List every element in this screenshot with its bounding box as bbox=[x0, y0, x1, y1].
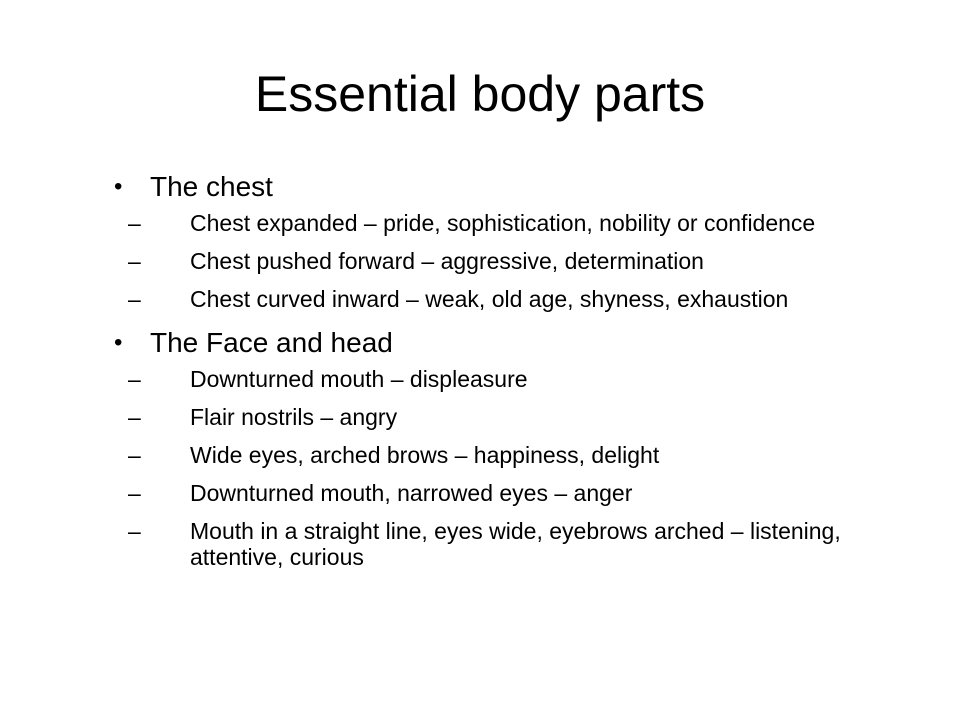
sub-item bbox=[128, 248, 902, 274]
dash-icon: – bbox=[128, 442, 141, 468]
sub-list bbox=[112, 210, 902, 312]
sub-item bbox=[128, 518, 902, 570]
section-heading: The Face and head bbox=[150, 327, 393, 358]
sub-item bbox=[128, 210, 902, 236]
sub-item-text: Flair nostrils – angry bbox=[190, 404, 398, 430]
sub-item-text: Chest expanded – pride, sophistication, nobility or confidence bbox=[190, 210, 816, 236]
dash-icon: – bbox=[128, 518, 141, 544]
sub-item bbox=[128, 404, 902, 430]
sub-item bbox=[128, 366, 902, 392]
bullet-item bbox=[112, 168, 902, 206]
sub-item bbox=[128, 442, 902, 468]
sub-item bbox=[128, 286, 902, 312]
dash-icon: – bbox=[128, 480, 141, 506]
sub-item-text: Chest curved inward – weak, old age, shyness, exhaustion bbox=[190, 286, 789, 312]
section-face-and-head bbox=[112, 324, 902, 570]
sub-item-text: Wide eyes, arched brows – happiness, delight bbox=[190, 442, 660, 468]
slide-title: Essential body parts bbox=[254, 66, 706, 122]
sub-item-text: Downturned mouth – displeasure bbox=[190, 366, 528, 392]
dash-icon: – bbox=[128, 210, 141, 236]
bullet-icon: • bbox=[114, 329, 123, 356]
bullet-icon: • bbox=[114, 173, 123, 200]
dash-icon: – bbox=[128, 366, 141, 392]
dash-icon: – bbox=[128, 248, 141, 274]
sub-item-text: Chest pushed forward – aggressive, determination bbox=[190, 248, 704, 274]
section-heading: The chest bbox=[150, 171, 273, 202]
dash-icon: – bbox=[128, 286, 141, 312]
sub-item bbox=[128, 480, 902, 506]
dash-icon: – bbox=[128, 404, 141, 430]
sub-item-text: Downturned mouth, narrowed eyes – anger bbox=[190, 480, 633, 506]
sub-list bbox=[112, 366, 902, 570]
section-chest bbox=[112, 168, 902, 312]
sub-item-text: Mouth in a straight line, eyes wide, eyebrows arched – listening, attentive, curious bbox=[190, 518, 841, 570]
bullet-item bbox=[112, 324, 902, 362]
slide-content bbox=[112, 168, 902, 582]
